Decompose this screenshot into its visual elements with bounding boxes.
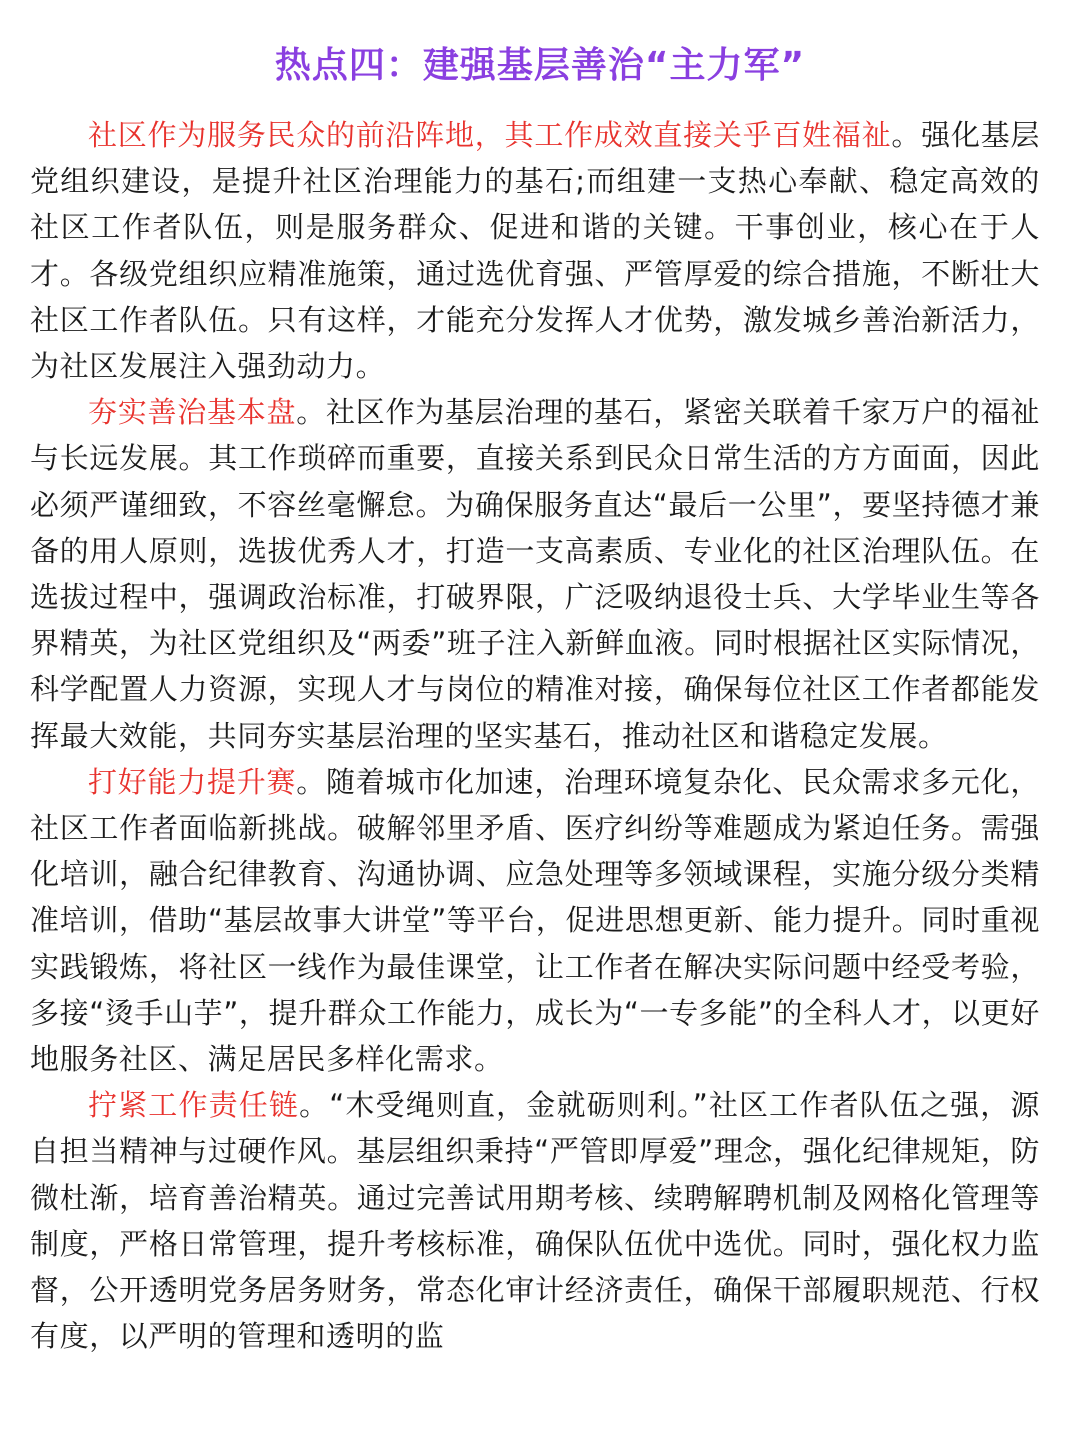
paragraph-lead: 社区作为服务民众的前沿阵地，其工作成效直接关乎百姓福祉 [88, 118, 892, 152]
article-body [30, 112, 1040, 1359]
paragraph-3 [30, 759, 1040, 1082]
paragraph-text: 。“木受绳则直，金就砺则利。”社区工作者队伍之强，源自担当精神与过硬作风。基层组织秉持“严管即厚爱”理念，强化纪律规矩，防微杜渐，培育善治精英。通过完善试用期考核、续聘解聘机制及网格化管理等制度，严格日常管理，提升考核标准，确保队伍优中选优。同时，强化权力监督，公开透明党务居务财务，常态化审计经济责任，确保干部履职规范、行权有度，以严明的管理和透明的监 [30, 1088, 1040, 1354]
article-title: 热点四：建强基层善治“主力军” [274, 45, 806, 86]
paragraph-text: 。社区作为基层治理的基石，紧密关联着千家万户的福祉与长远发展。其工作琐碎而重要，直接关系到民众日常生活的方方面面，因此必须严谨细致，不容丝毫懈怠。为确保服务直达“最后一公里”，要坚持德才兼备的用人原则，选拔优秀人才，打造一支高素质、专业化的社区治理队伍。在选拔过程中，强调政治标准，打破界限，广泛吸纳退役士兵、大学毕业生等各界精英，为社区党组织及“两委”班子注入新鲜血液。同时根据社区实际情况，科学配置人力资源，实现人才与岗位的精准对接，确保每位社区工作者都能发挥最大效能，共同夯实基层治理的坚实基石，推动社区和谐稳定发展。 [30, 395, 1040, 753]
paragraph-lead: 打好能力提升赛 [88, 764, 297, 799]
paragraph-1 [30, 112, 1040, 389]
paragraph-lead: 夯实善治基本盘 [88, 395, 297, 430]
paragraph-4 [30, 1082, 1040, 1359]
paragraph-text: 。强化基层党组织建设，是提升社区治理能力的基石;而组建一支热心奉献、稳定高效的社区工作者队伍，则是服务群众、促进和谐的关键。干事创业，核心在于人才。各级党组织应精准施策，通过选优育强、严管厚爱的综合措施，不断壮大社区工作者队伍。只有这样，才能充分发挥人才优势，激发城乡善治新活力，为社区发展注入强劲动力。 [30, 118, 1040, 384]
paragraph-lead: 拧紧工作责任链 [88, 1088, 300, 1123]
paragraph-2 [30, 389, 1040, 759]
paragraph-text: 。随着城市化加速，治理环境复杂化、民众需求多元化，社区工作者面临新挑战。破解邻里矛盾、医疗纠纷等难题成为紧迫任务。需强化培训，融合纪律教育、沟通协调、应急处理等多领域课程，实施分级分类精准培训，借助“基层故事大讲堂”等平台，促进思想更新、能力提升。同时重视实践锻炼，将社区一线作为最佳课堂，让工作者在解决实际问题中经受考验，多接“烫手山芋”，提升群众工作能力，成长为“一专多能”的全科人才，以更好地服务社区、满足居民多样化需求。 [30, 764, 1040, 1077]
